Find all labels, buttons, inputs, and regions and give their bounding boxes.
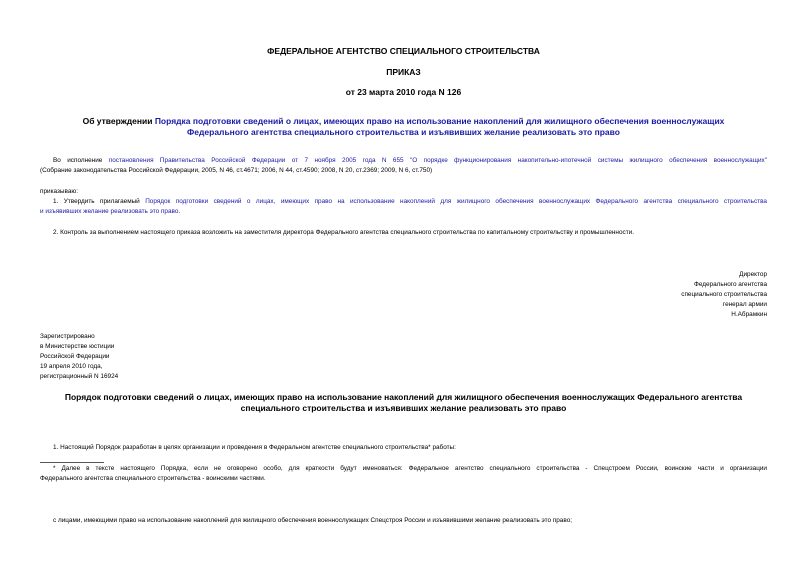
item1-prefix: 1. Утвердить прилагаемый [53, 198, 146, 205]
document-title-line1 [0, 116, 807, 126]
annex-item1-subitem: с лицами, имеющими право на использование накоплений для жилищного обеспечения военнослужащих Спецстроя России и изъявившими желание реализовать это право; [53, 517, 573, 524]
annex-title-line1: Порядок подготовки сведений о лицах, имеющих право на использование накоплений для жилищного обеспечения военнослужащих Федерального агентства [64, 392, 743, 402]
footnote-divider [40, 462, 104, 463]
preamble-line1 [53, 158, 767, 164]
document-date-number: от 23 марта 2010 года N 126 [345, 87, 462, 97]
title-prefix: Об утверждении [82, 116, 155, 126]
signature-line2: Федерального агентства [693, 281, 767, 288]
preamble-line2: (Собрание законодательства Российской Федерации, 2005, N 46, ст.4671; 2006, N 44, ст.4590; 2008, N 20, ст.2369; 2009, N 6, ст.750) [40, 167, 433, 174]
item1-procedure-link-line1[interactable]: Порядок подготовки сведений о лицах, имеющих право на использование накоплений для жилищного обеспечения военнослужащих Федерального агентства специального строительства [145, 198, 767, 205]
annex-title-line2: специального строительства и изъявивших желание реализовать это право [240, 403, 567, 413]
signature-line1: Директор [739, 271, 767, 278]
signature-name: Н.Абрамкин [731, 311, 767, 318]
item1-procedure-link-line2[interactable]: и изъявивших желание реализовать это право [40, 208, 179, 215]
footnote-line1: * Далее в тексте настоящего Порядка, если не оговорено особо, для краткости будут именоваться: Федеральное агентство специального строительства - Спецстроем России, воинские части и организации [53, 465, 767, 472]
item2-paragraph: 2. Контроль за выполнением настоящего приказа возложить на заместителя директора Федерального агентства специального строительства по капитальному строительству и промышленности. [53, 229, 634, 236]
registration-line3: Российской Федерации [40, 353, 110, 360]
registration-line2: в Министерстве юстиции [40, 343, 115, 350]
item1-line2 [40, 209, 180, 215]
annex-item1: 1. Настоящий Порядок разработан в целях организации и проведения в Федеральном агентстве специального строительства* работы: [53, 444, 456, 451]
item1-line1 [53, 199, 767, 205]
registration-line4: 19 апреля 2010 года, [40, 363, 103, 370]
document-type: ПРИКАЗ [386, 67, 421, 77]
preamble-prefix: Во исполнение [53, 157, 109, 164]
agency-name: ФЕДЕРАЛЬНОЕ АГЕНТСТВО СПЕЦИАЛЬНОГО СТРОИТЕЛЬСТВА [267, 46, 540, 56]
registration-line1: Зарегистрировано [40, 333, 95, 340]
title-link-line1[interactable]: Порядка подготовки сведений о лицах, имеющих право на использование накоплений для жилищного обеспечения военнослужащих [154, 116, 725, 126]
item1-suffix: . [178, 208, 181, 215]
preamble-decree-link[interactable]: постановления Правительства Российской Федерации от 7 ноября 2005 года N 655 "О порядке функционирования накопительно-ипотечной системы жилищного обеспечения военнослужащих" [108, 157, 767, 164]
registration-line5: регистрационный N 16924 [40, 373, 119, 380]
title-link-line2[interactable]: Федерального агентства специального строительства и изъявивших желание реализовать это право [187, 127, 620, 137]
signature-line4: генерал армии [722, 301, 767, 308]
footnote-line2: Федерального агентства специального строительства - воинскими частями. [40, 475, 266, 482]
order-word: приказываю: [40, 188, 78, 195]
document-title-line2 [0, 127, 807, 137]
signature-line3: специального строительства [681, 291, 767, 298]
